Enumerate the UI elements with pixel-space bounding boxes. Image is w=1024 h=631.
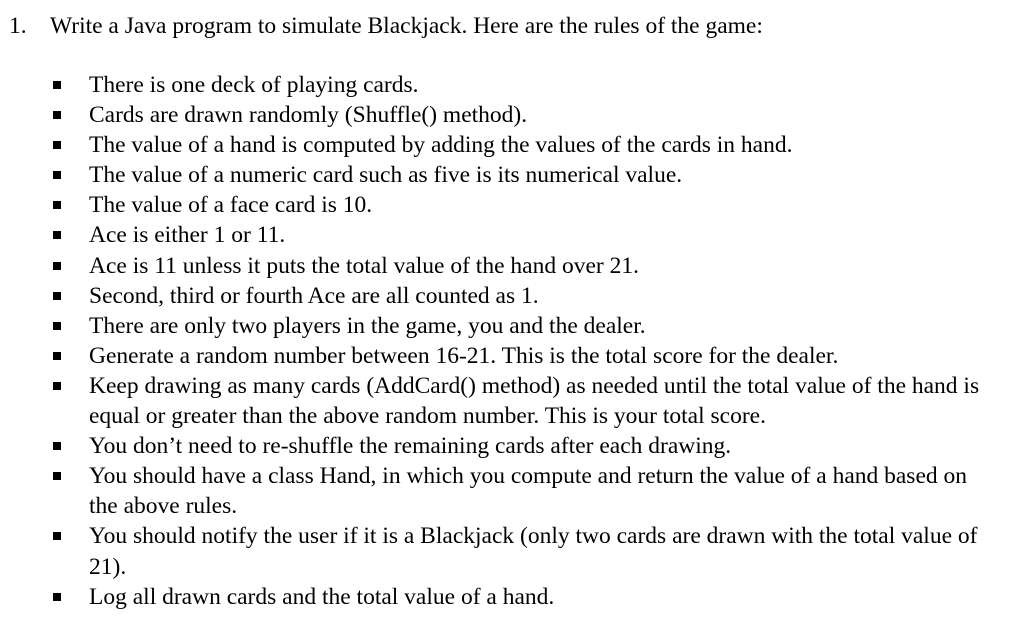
square-bullet-icon [53, 532, 61, 540]
rule-item [0, 251, 994, 281]
question-number: 1. [9, 13, 27, 39]
square-bullet-icon [53, 322, 61, 330]
rule-item [0, 461, 994, 521]
square-bullet-icon [53, 442, 61, 450]
rules-list [0, 70, 994, 612]
rule-text: Second, third or fourth Ace are all counted as 1. [89, 282, 539, 309]
square-bullet-icon [53, 141, 61, 149]
rule-item [0, 281, 994, 311]
rule-item [0, 311, 994, 341]
question-heading [9, 11, 763, 41]
square-bullet-icon [53, 292, 61, 300]
rule-text: Log all drawn cards and the total value of a hand. [89, 583, 555, 610]
rule-text: Generate a random number between 16-21. This is the total score for the dealer. [89, 342, 839, 369]
square-bullet-icon [53, 171, 61, 179]
rule-text: Cards are drawn randomly (Shuffle() method). [89, 102, 528, 129]
rule-item [0, 100, 994, 130]
rule-text: Keep drawing as many cards (AddCard() method) as needed until the total value of the hand is equal or greater than the above random number. This is your total score. [89, 372, 980, 430]
rule-item [0, 190, 994, 220]
rule-text: There are only two players in the game, you and the dealer. [89, 312, 646, 339]
rule-text: Ace is 11 unless it puts the total value of the hand over 21. [89, 252, 639, 279]
square-bullet-icon [53, 472, 61, 480]
square-bullet-icon [53, 352, 61, 360]
square-bullet-icon [53, 231, 61, 239]
rule-item [0, 130, 994, 160]
rule-text: You don’t need to re-shuffle the remaining cards after each drawing. [89, 433, 732, 460]
square-bullet-icon [53, 201, 61, 209]
rule-text: Ace is either 1 or 11. [89, 222, 286, 249]
question-text: Write a Java program to simulate Blackjack. Here are the rules of the game: [50, 13, 763, 39]
square-bullet-icon [53, 593, 61, 601]
rule-item [0, 371, 994, 431]
rule-item [0, 521, 994, 581]
square-bullet-icon [53, 81, 61, 89]
square-bullet-icon [53, 262, 61, 270]
rule-item [0, 582, 994, 612]
rule-item [0, 160, 994, 190]
rule-text: The value of a numeric card such as five is its numerical value. [89, 162, 683, 189]
square-bullet-icon [53, 111, 61, 119]
rule-text: The value of a hand is computed by adding the values of the cards in hand. [89, 132, 793, 159]
rule-item [0, 431, 994, 461]
rule-item [0, 220, 994, 250]
rule-text: There is one deck of playing cards. [89, 72, 419, 98]
square-bullet-icon [53, 382, 61, 390]
rule-item [0, 341, 994, 371]
rule-item [0, 70, 994, 100]
rule-text: You should have a class Hand, in which you compute and return the value of a hand based on the above rules. [89, 463, 968, 520]
rule-text: You should notify the user if it is a Blackjack (only two cards are drawn with the total value of 21). [89, 523, 978, 580]
rule-text: The value of a face card is 10. [89, 192, 373, 219]
